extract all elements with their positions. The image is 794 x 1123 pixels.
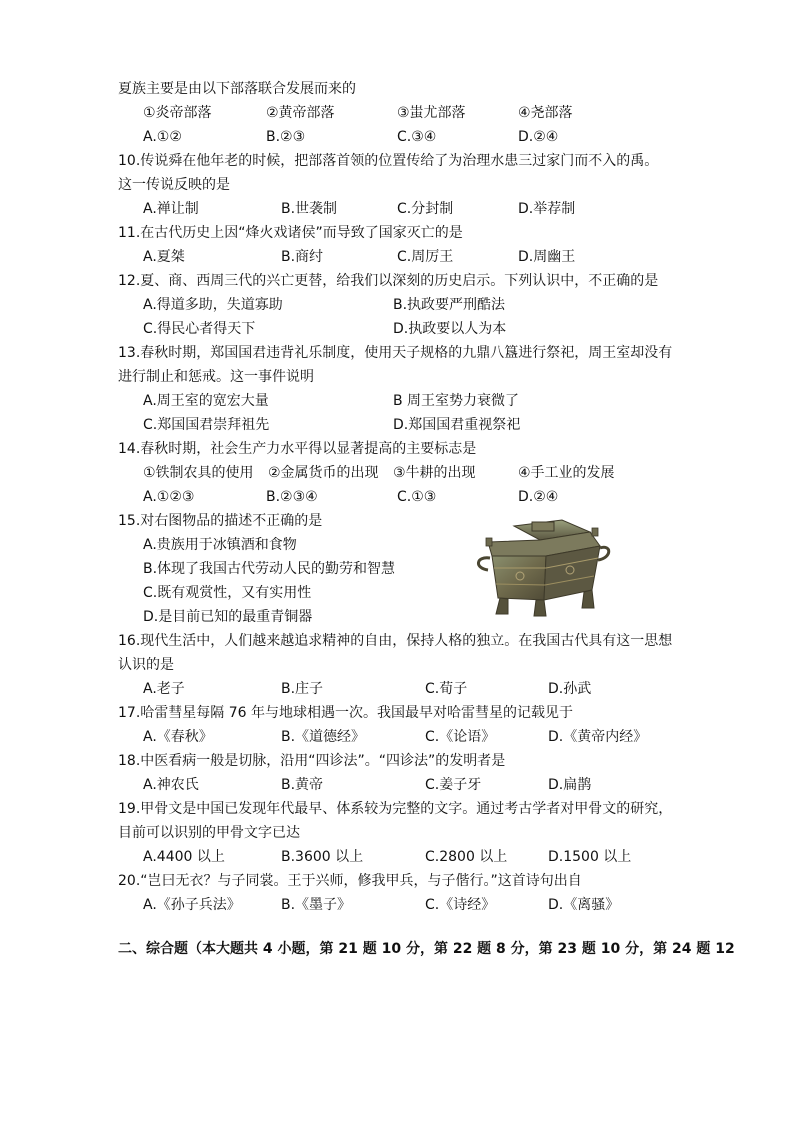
option: D.②④ [518, 489, 559, 505]
option: B.《道德经》 [281, 729, 366, 745]
q9-stem-tail: 夏族主要是由以下部落联合发展而来的 [118, 81, 356, 97]
option: C.分封制 [397, 201, 454, 217]
q20-stem: 20.“岂曰无衣？与子同裳。王于兴师，修我甲兵，与子偕行。”这首诗句出自 [118, 873, 582, 889]
option: C.既有观赏性，又有实用性 [143, 585, 312, 601]
option: ④尧部落 [518, 105, 573, 121]
option: ①铁制农具的使用 [143, 465, 254, 481]
option: B 周王室势力衰微了 [393, 393, 520, 409]
option: D.②④ [518, 129, 559, 145]
option: A.4400 以上 [143, 849, 225, 865]
option: D.扁鹊 [548, 777, 592, 793]
q18-stem: 18.中医看病一般是切脉，沿用“四诊法”。“四诊法”的发明者是 [118, 753, 506, 769]
option: B.体现了我国古代劳动人民的勤劳和智慧 [143, 561, 396, 577]
option: B.②③ [266, 129, 306, 145]
option: C.③④ [397, 129, 437, 145]
option: A.神农氏 [143, 777, 199, 793]
q13-stem: 13.春秋时期，郑国国君违背礼乐制度，使用天子规格的九鼎八簋进行祭祀，周王室却没有 [118, 345, 673, 361]
option: C.《论语》 [425, 729, 496, 745]
option: ②金属货币的出现 [268, 465, 379, 481]
option: B.庄子 [281, 681, 324, 697]
option: B.商纣 [281, 249, 324, 265]
bronze-vessel-drawing [462, 512, 612, 620]
option: D.孙武 [548, 681, 592, 697]
option: A.禅让制 [143, 201, 199, 217]
option: A.①② [143, 129, 182, 145]
q11-stem: 11.在古代历史上因“烽火戏诸侯”而导致了国家灭亡的是 [118, 225, 463, 241]
q15-stem: 15.对右图物品的描述不正确的是 [118, 513, 323, 529]
q17-stem: 17.哈雷彗星每隔 76 年与地球相遇一次。我国最早对哈雷彗星的记载见于 [118, 705, 573, 721]
option: B.世袭制 [281, 201, 338, 217]
option: C.2800 以上 [425, 849, 508, 865]
option: B.黄帝 [281, 777, 324, 793]
q19-stem-cont: 目前可以识别的甲骨文字已达 [118, 825, 300, 841]
option: B.3600 以上 [281, 849, 364, 865]
option: D.举荐制 [518, 201, 576, 217]
option: D.《离骚》 [548, 897, 620, 913]
q14-stem: 14.春秋时期，社会生产力水平得以显著提高的主要标志是 [118, 441, 477, 457]
option: C.郑国国君崇拜祖先 [143, 417, 270, 433]
option: C.姜子牙 [425, 777, 482, 793]
option: A.①②③ [143, 489, 195, 505]
option: B.执政要严刑酷法 [393, 297, 506, 313]
q19-stem: 19.甲骨文是中国已发现年代最早、体系较为完整的文字。通过考古学者对甲骨文的研究， [118, 801, 673, 817]
q10-stem-cont: 这一传说反映的是 [118, 177, 230, 193]
q10-stem: 10.传说舜在他年老的时候，把部落首领的位置传给了为治理水患三过家门而不入的禹。 [118, 153, 659, 169]
option: ③蚩尤部落 [397, 105, 466, 121]
option: D.1500 以上 [548, 849, 632, 865]
section-two-heading: 二、综合题（本大题共 4 小题，第 21 题 10 分，第 22 题 8 分，第 23 题 10 分，第 24 题 12 [118, 941, 735, 957]
option: D.是目前已知的最重青铜器 [143, 609, 313, 625]
option: C.①③ [397, 489, 437, 505]
option: A.得道多助，失道寡助 [143, 297, 283, 313]
option: C.荀子 [425, 681, 468, 697]
option: C.得民心者得天下 [143, 321, 256, 337]
option: D.《黄帝内经》 [548, 729, 648, 745]
bronze-ice-vessel-icon [462, 512, 612, 620]
option: D.执政要以人为本 [393, 321, 507, 337]
option: A.贵族用于冰镇酒和食物 [143, 537, 297, 553]
option: C.周厉王 [397, 249, 454, 265]
option: A.《孙子兵法》 [143, 897, 241, 913]
option: A.夏桀 [143, 249, 185, 265]
option: B.《墨子》 [281, 897, 352, 913]
option: ③牛耕的出现 [393, 465, 476, 481]
option: A.《春秋》 [143, 729, 213, 745]
option: ④手工业的发展 [518, 465, 615, 481]
q12-stem: 12.夏、商、西周三代的兴亡更替，给我们以深刻的历史启示。下列认识中，不正确的是 [118, 273, 659, 289]
option: D.郑国国君重视祭祀 [393, 417, 521, 433]
option: B.②③④ [266, 489, 318, 505]
option: ①炎帝部落 [143, 105, 212, 121]
q16-stem: 16.现代生活中，人们越来越追求精神的自由，保持人格的独立。在我国古代具有这一思想 [118, 633, 673, 649]
option: A.老子 [143, 681, 185, 697]
option: ②黄帝部落 [266, 105, 335, 121]
q16-stem-cont: 认识的是 [118, 657, 174, 673]
q13-stem-cont: 进行制止和惩戒。这一事件说明 [118, 369, 314, 385]
option: C.《诗经》 [425, 897, 496, 913]
option: D.周幽王 [518, 249, 576, 265]
option: A.周王室的宽宏大量 [143, 393, 269, 409]
